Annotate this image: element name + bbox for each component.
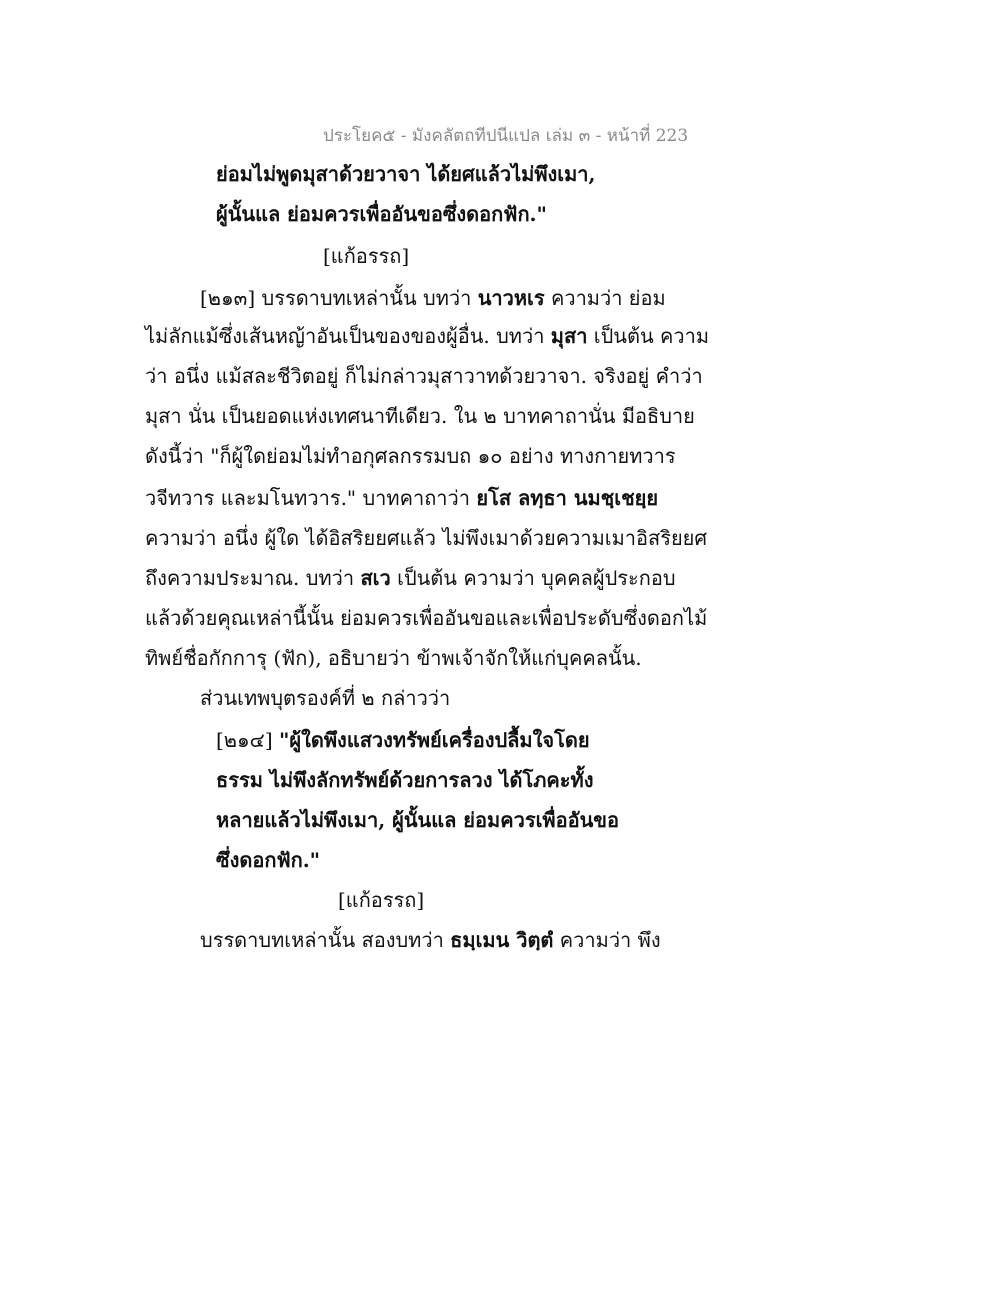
verse2-number: [๒๑๔] — [216, 728, 279, 752]
para1-line7: ความว่า อนึ่ง ผู้ใด ได้อิสริยยศแล้ว ไม่พึงเมาด้วยความเมาอิสริยยศ — [145, 526, 708, 550]
verse2-line1-text: "ผู้ใดพึงแสวงทรัพย์เครื่องปลื้มใจโดย — [278, 728, 590, 752]
verse2-line4: ซึ่งดอกฟัก." — [216, 848, 321, 872]
para1-line8 — [145, 558, 676, 598]
para1-line9: แล้วด้วยคุณเหล่านี้นั้น ย่อมควรเพื่ออันขอและเพื่อประดับซึ่งดอกไม้ — [145, 606, 708, 630]
gloss-heading-2: [แก้อรรถ] — [338, 888, 425, 912]
para2-line1-end: ความว่า พึง — [553, 928, 661, 952]
term-save: สเว — [360, 566, 391, 590]
verse2-line2: ธรรม ไม่พึงลักทรัพย์ด้วยการลวง ได้โภคะทั้ง — [216, 768, 594, 792]
term-dhammena-vittam: ธมฺเมน วิตฺตํ — [450, 928, 554, 952]
para1-line8-text: ถึงความประมาณ. บทว่า — [145, 566, 361, 590]
para1-line2-text: ไม่ลักแม้ซึ่งเส้นหญ้าอันเป็นของของผู้อื่น. บทว่า — [145, 324, 551, 348]
para1-line2-end: เป็นต้น ความ — [587, 324, 710, 348]
para1-line3: ว่า อนึ่ง แม้สละชีวิตอยู่ ก็ไม่กล่าวมุสาวาทด้วยวาจา. จริงอยู่ คำว่า — [145, 364, 703, 388]
para1-line5: ดังนี้ว่า "ก็ผู้ใดย่อมไม่ทำอกุศลกรรมบถ ๑๐ อย่าง ทางกายทวาร — [145, 444, 676, 468]
para1-line6 — [145, 478, 658, 518]
intro-line-2: ส่วนเทพบุตรองค์ที่ ๒ กล่าวว่า — [200, 686, 451, 710]
para1-line2 — [145, 316, 709, 356]
verse2-line1 — [216, 720, 590, 760]
term-musa: มุสา — [550, 324, 588, 348]
para1-line8-end: เป็นต้น ความว่า บุคคลผู้ประกอบ — [390, 566, 676, 590]
para1-line10: ทิพย์ชื่อกักการุ (ฟัก), อธิบายว่า ข้าพเจ้าจักให้แก่บุคคลนั้น. — [145, 646, 642, 670]
para1-line1 — [200, 278, 666, 318]
verse2-line3: หลายแล้วไม่พึงเมา, ผู้นั้นแล ย่อมควรเพื่ออันขอ — [216, 808, 619, 832]
term-yaso-laddha: ยโส ลทฺธา นมชฺเชยฺย — [476, 486, 659, 510]
gloss-heading-1: [แก้อรรถ] — [323, 244, 410, 268]
para2-line1 — [200, 920, 661, 960]
para1-line4: มุสา นั่น เป็นยอดแห่งเทศนาทีเดียว. ใน ๒ บาทคาถานั่น มีอธิบาย — [145, 404, 695, 428]
para1-line6-text: วจีทวาร และมโนทวาร." บาทคาถาว่า — [145, 486, 477, 510]
verse1-line2: ผู้นั้นแล ย่อมควรเพื่ออันขอซึ่งดอกฟัก." — [216, 202, 547, 226]
page-header: ประโยค๕ - มังคลัตถทีปนีแปล เล่ม ๓ - หน้าที่ 223 — [323, 126, 689, 146]
para1-line1-end: ความว่า ย่อม — [544, 286, 666, 310]
term-navahare: นาวหเร — [477, 286, 545, 310]
verse1-line1: ย่อมไม่พูดมุสาด้วยวาจา ได้ยศแล้วไม่พึงเมา, — [216, 162, 596, 186]
para1-line1-text: [๒๑๓] บรรดาบทเหล่านั้น บทว่า — [200, 286, 478, 310]
para2-line1-text: บรรดาบทเหล่านั้น สองบทว่า — [200, 928, 451, 952]
